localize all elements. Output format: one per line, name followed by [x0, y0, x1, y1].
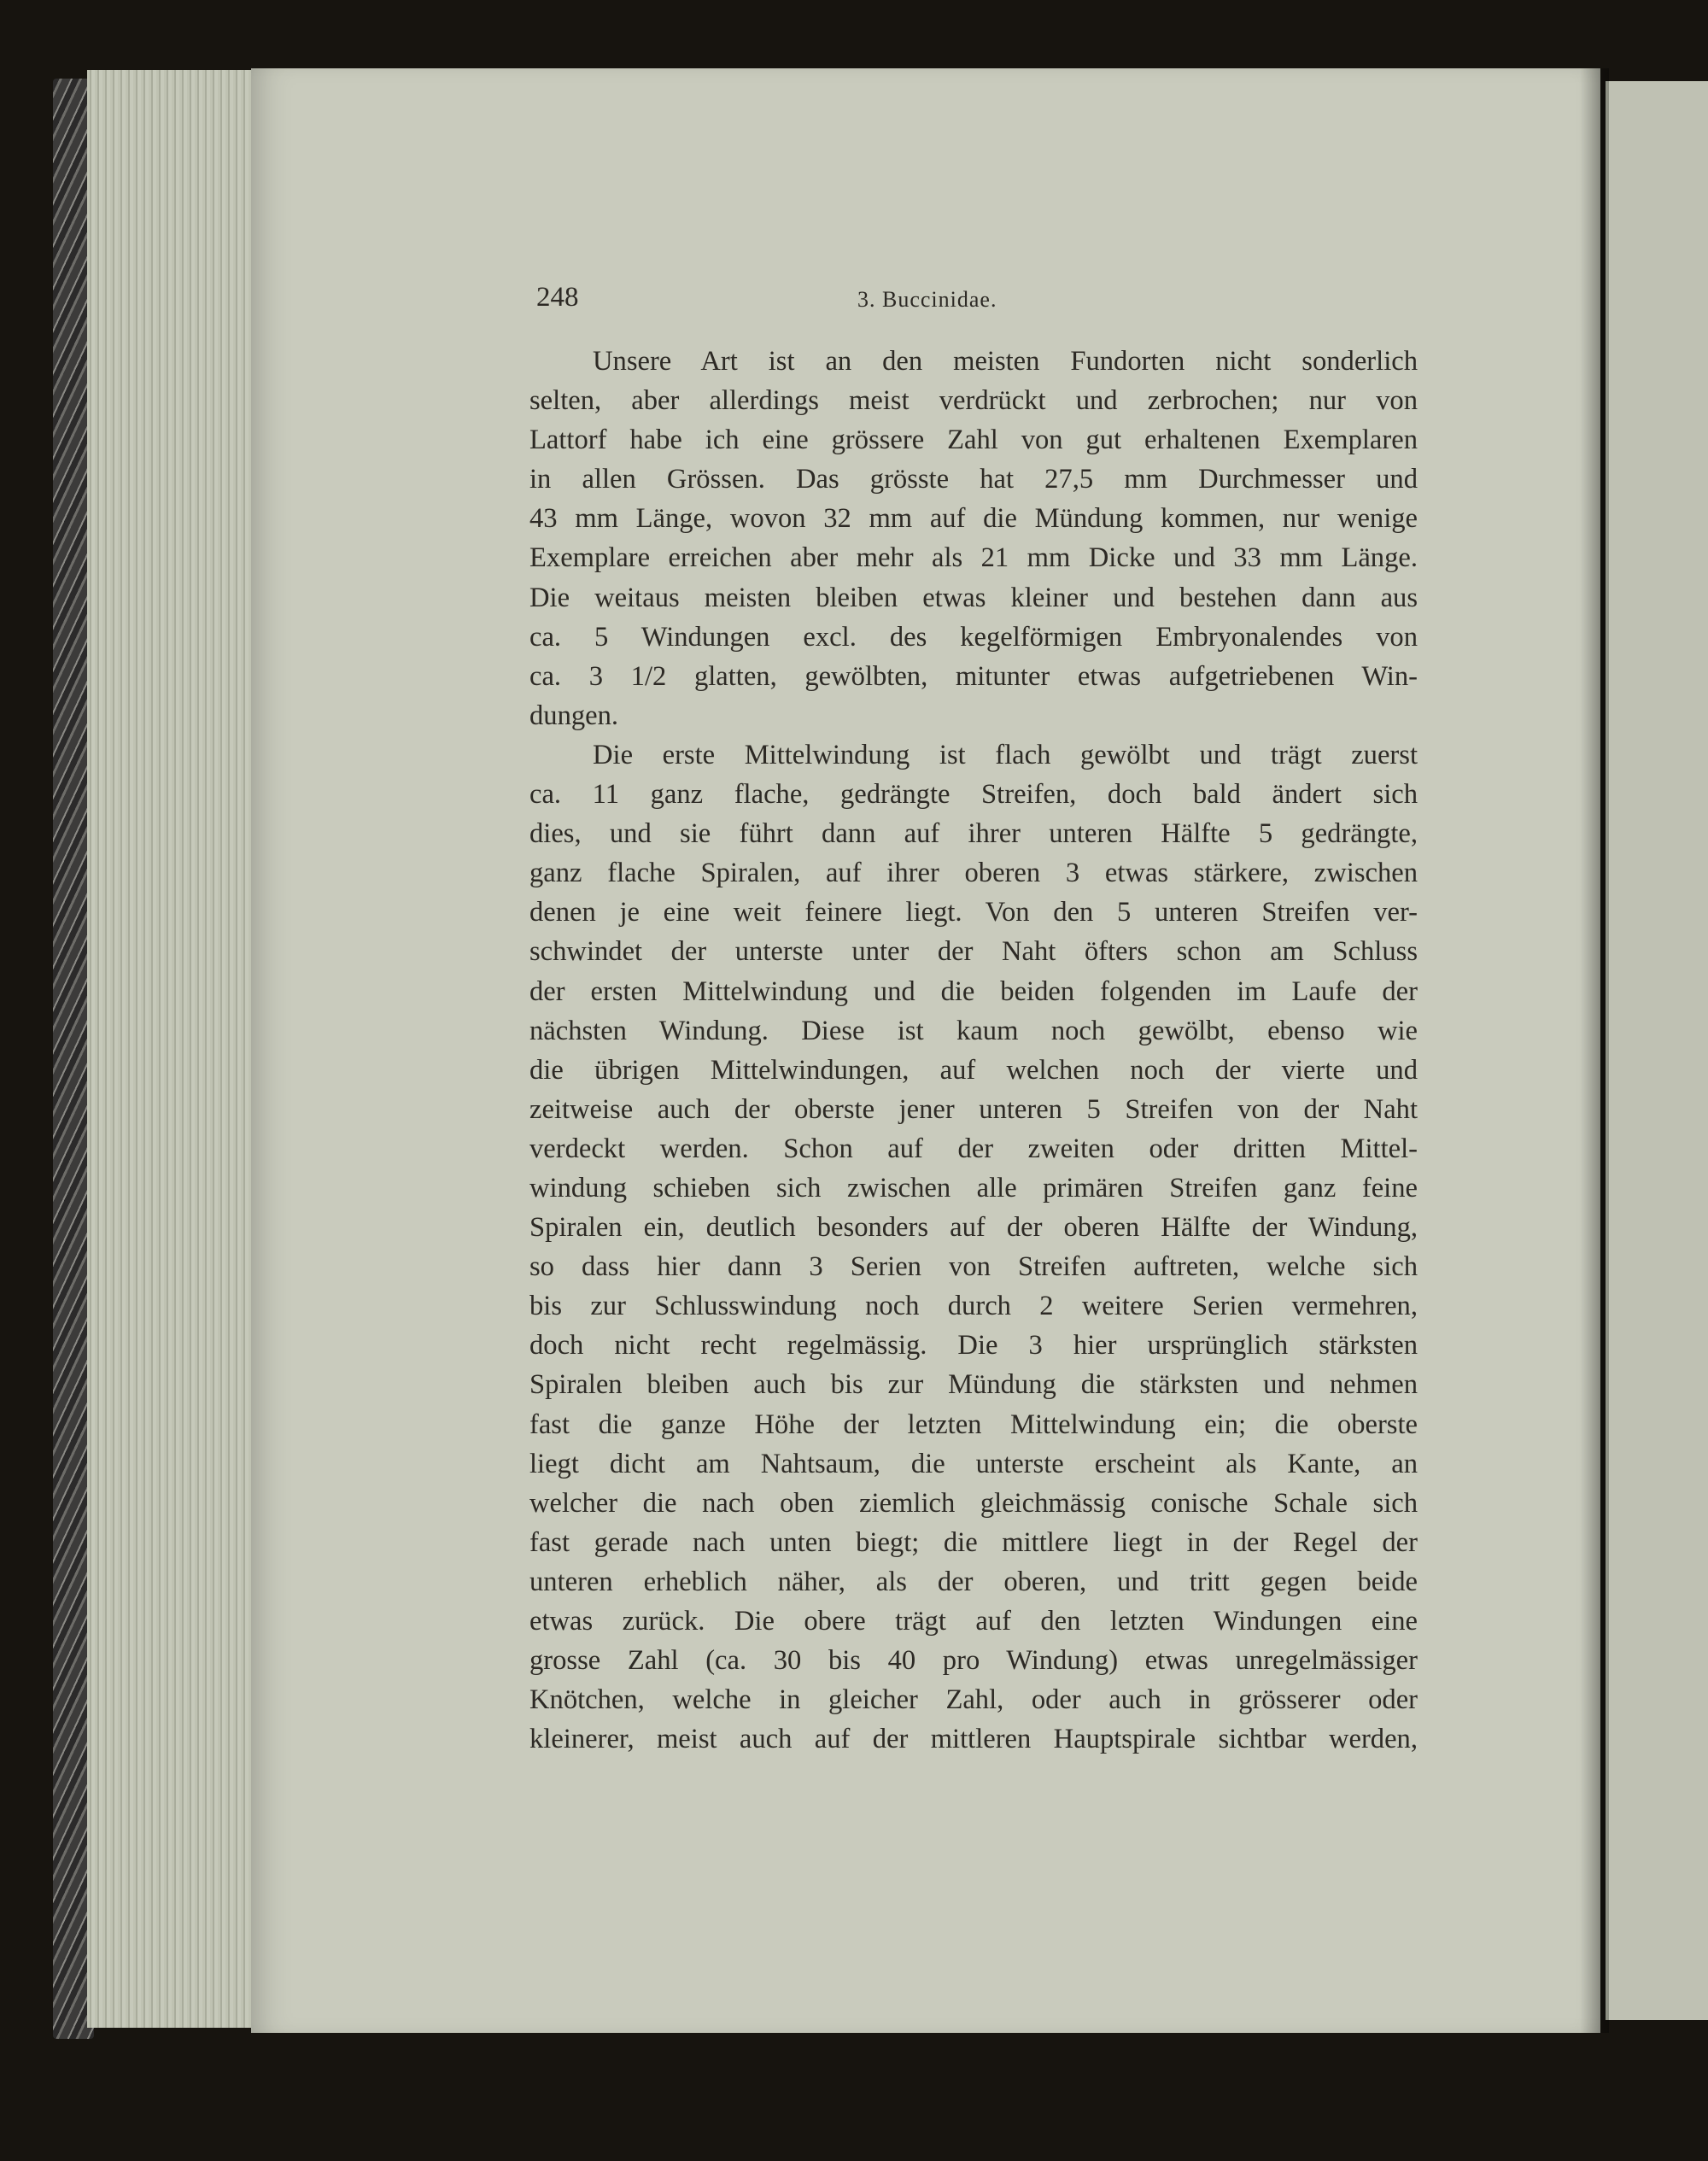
text-line: Exemplare erreichen aber mehr als 21 mm Dicke und 33 mm Länge.	[529, 542, 1418, 574]
text-line: etwas zurück. Die obere trägt auf den letzten Windungen eine	[529, 1606, 1418, 1637]
text-line: zeitweise auch der oberste jener unteren 5 Streifen von der Naht	[529, 1093, 1418, 1125]
body-text	[529, 342, 1418, 1759]
text-line: der ersten Mittelwindung und die beiden folgenden im Laufe der	[529, 975, 1418, 1007]
text-line: verdeckt werden. Schon auf der zweiten oder dritten Mittel-	[529, 1133, 1418, 1164]
text-line: bis zur Schlusswindung noch durch 2 weitere Serien vermehren,	[529, 1291, 1418, 1322]
text-line: kleinerer, meist auch auf der mittleren Hauptspirale sichtbar werden,	[529, 1724, 1418, 1755]
text-line: Spiralen bleiben auch bis zur Mündung die stärksten und nehmen	[529, 1369, 1418, 1401]
text-line: 43 mm Länge, wovon 32 mm auf die Mündung kommen, nur wenige	[529, 503, 1418, 535]
text-line: ca. 3 1/2 glatten, gewölbten, mitunter etwas aufgetriebenen Win-	[529, 660, 1418, 692]
text-line: unteren erheblich näher, als der oberen, und tritt gegen beide	[529, 1566, 1418, 1597]
text-line: windung schieben sich zwischen alle primären Streifen ganz feine	[529, 1172, 1418, 1203]
text-line: liegt dicht am Nahtsaum, die unterste erscheint als Kante, an	[529, 1448, 1418, 1479]
text-line: fast gerade nach unten biegt; die mittlere liegt in der Regel der	[529, 1526, 1418, 1558]
text-line: welcher die nach oben ziemlich gleichmässig conische Schale sich	[529, 1487, 1418, 1519]
page-number: 248	[536, 282, 579, 313]
text-line: ganz flache Spiralen, auf ihrer oberen 3 etwas stärkere, zwischen	[529, 858, 1418, 889]
text-line: in allen Grössen. Das grösste hat 27,5 mm Durchmesser und	[529, 464, 1418, 495]
text-line: grosse Zahl (ca. 30 bis 40 pro Windung) etwas unregelmässiger	[529, 1645, 1418, 1677]
text-line: dungen.	[529, 700, 619, 731]
text-line: ca. 5 Windungen excl. des kegelförmigen Embryonalendes von	[529, 621, 1418, 653]
text-line: Spiralen ein, deutlich besonders auf der oberen Hälfte der Windung,	[529, 1212, 1418, 1244]
text-line: dies, und sie führt dann auf ihrer unteren Hälfte 5 gedrängte,	[529, 818, 1418, 850]
paragraph-2	[529, 735, 1418, 1759]
text-line: Unsere Art ist an den meisten Fundorten nicht sonderlich	[593, 346, 1418, 377]
text-line: ca. 11 ganz flache, gedrängte Streifen, doch bald ändert sich	[529, 779, 1418, 811]
section-title: 3. Buccinidae.	[857, 287, 997, 312]
text-line: Lattorf habe ich eine grössere Zahl von gut erhaltenen Exemplaren	[529, 425, 1418, 456]
facing-page-edge	[1606, 81, 1708, 2020]
text-line: Die weitaus meisten bleiben etwas kleiner und bestehen dann aus	[529, 582, 1418, 613]
text-line: schwindet der unterste unter der Naht öfters schon am Schluss	[529, 936, 1418, 968]
text-line: nächsten Windung. Diese ist kaum noch gewölbt, ebenso wie	[529, 1015, 1418, 1046]
text-line: Die erste Mittelwindung ist flach gewölbt und trägt zuerst	[593, 739, 1418, 770]
text-line: so dass hier dann 3 Serien von Streifen auftreten, welche sich	[529, 1251, 1418, 1283]
text-line: doch nicht recht regelmässig. Die 3 hier ursprünglich stärksten	[529, 1330, 1418, 1362]
text-line: selten, aber allerdings meist verdrückt und zerbrochen; nur von	[529, 385, 1418, 417]
text-line: die übrigen Mittelwindungen, auf welchen noch der vierte und	[529, 1054, 1418, 1086]
running-head	[536, 282, 1424, 325]
text-line: Knötchen, welche in gleicher Zahl, oder auch in grösserer oder	[529, 1684, 1418, 1716]
gutter-shadow	[1580, 68, 1609, 2033]
paragraph-1	[529, 342, 1418, 735]
text-line: denen je eine weit feinere liegt. Von den 5 unteren Streifen ver-	[529, 897, 1418, 928]
page-stack-edge	[87, 70, 258, 2028]
text-line: fast die ganze Höhe der letzten Mittelwindung ein; die oberste	[529, 1408, 1418, 1440]
